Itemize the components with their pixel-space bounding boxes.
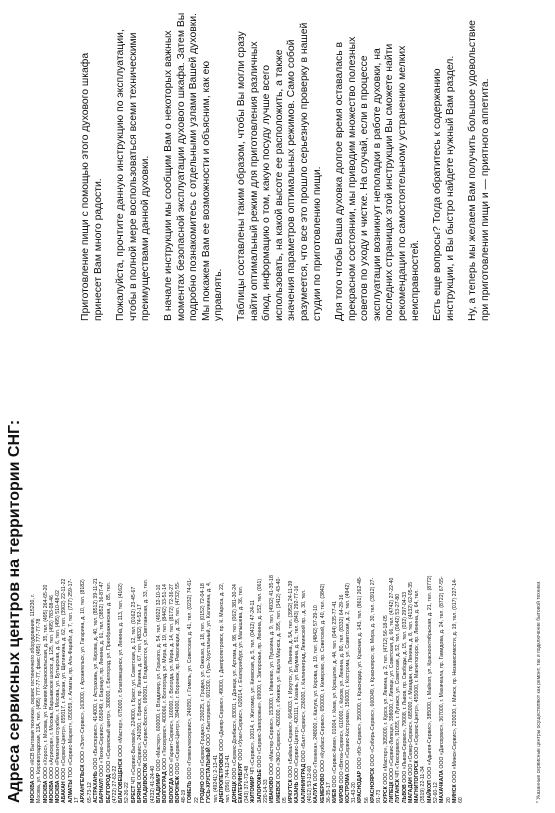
service-center-entry bbox=[219, 575, 232, 803]
service-center-details: ООО «Дагсервис», 367000, г. Махачкала, пр. Гамидова, д. 24, тел. (8722) 67-55-20 bbox=[439, 576, 452, 803]
service-centers-column bbox=[6, 335, 546, 803]
service-center-details: ООО «Ремонтная служба», г. Москва, ул. Бутырская, д. 6, тел. (495) 510-48-02 bbox=[55, 590, 62, 781]
service-center-details: ООО «Гарант-Сервис», 160000, г. Вологда, ул. Мира, д. 14, тел. (8172) 72-36-27 bbox=[168, 584, 175, 778]
service-center-details: ООО «Сибирь-Сервис», 660049, г. Красноярск, пр. Мира, д. 30, тел. (3912) 27-91-73 bbox=[370, 577, 383, 803]
service-center-entry bbox=[118, 575, 131, 803]
service-center-details: ООО «Сервис-Кострома», 156000, г. Кострома, ул. Советская, д. 2, тел. (4942) 31-43-20 bbox=[344, 583, 358, 803]
service-center-entry bbox=[106, 575, 119, 803]
footnote: * Указанные сервисные центры осуществляют как ремонт, так и подключение бытовой техники. bbox=[536, 580, 542, 803]
service-center-city: БЕЛГОРОД bbox=[105, 774, 112, 803]
service-center-city: ЛЬВОВ bbox=[401, 784, 408, 803]
service-center-entry bbox=[257, 575, 270, 803]
service-center-details: ООО «Львов-Сервис», 79008, г. Львов, пр. Свободы, д. 15, тел. (032) 297-04-33 bbox=[401, 591, 408, 785]
service-center-details: ООО «Сервис», 241050, г. Брянск, пр. Ленина, д. 67, тел. (4832) 74-52-17 bbox=[137, 604, 144, 782]
service-center-entry bbox=[345, 575, 358, 803]
service-center-details: ООО «Адыгея-Сервис», 385000, г. Майкоп, ул. Краснооктябрьская, д. 21, тел. (8772) 52-60-12 bbox=[426, 575, 439, 803]
service-center-details: ООО «Мастер», 305000, г. Курск, ул. Ленина, д. 2, тел. (4712) 56-18-05 bbox=[382, 615, 389, 787]
service-center-city: КРАСНОЯРСК bbox=[370, 767, 377, 803]
service-center-details: ООО «Мастер», 600000, г. Владимир, ул. Горького, д. 54, тел. (4922) 32-10-10 bbox=[155, 584, 162, 773]
service-center-entry bbox=[439, 575, 452, 803]
service-center-city: КАЗАНЬ bbox=[294, 781, 301, 803]
service-center-city: ВОЛГОГРАД bbox=[162, 771, 169, 803]
service-center-details: ООО «Сервис-Центр», 455000, г. Магнитогорск, пр. Ленина, д. 64, тел. (3519) 22-11-34 bbox=[414, 589, 427, 803]
service-center-details: ООО «Вятка-Сервис», 610000, г. Киров, ул. Ленина, д. 80, тел. (8332) 64-29-16 bbox=[338, 594, 345, 785]
service-center-entry bbox=[276, 575, 289, 803]
service-center-details: ООО «Элит-Сервис», 163000, г. Архангельск, ул. Гагарина, д. 10, тел. (8182) 65-73-12 bbox=[80, 579, 93, 803]
service-center-details: ООО «Кузбасс-Сервис», 650000, г. Кемерово, пр. Советский, д. 40, тел. (3842) 36-35-17 bbox=[319, 583, 332, 803]
service-center-city: ИЖЕВСК bbox=[275, 780, 282, 803]
service-centers-list bbox=[30, 335, 530, 803]
intro-paragraph: Для того чтобы Ваша духовка долгое время оставалась в прекрасном состоянии, мы приводим множество полезных советов по уходу и чистке. На случай, если в процессе эксплуатации возникнут неполадки в работе духовки, на последних страницах этой инструкции Вы сможете найти рекомендации по самостоятельному устранению мелких неисправностей. bbox=[334, 36, 421, 321]
service-center-city: ГУСЬ-ХРУСТАЛЬНЫЙ bbox=[206, 747, 213, 803]
service-center-city: ЗАПОРОЖЬЕ bbox=[256, 769, 263, 803]
service-center-city: КЕМЕРОВО bbox=[319, 773, 326, 803]
service-center-details: ООО «Байкал-Сервис», 664003, г. Иркутск, ул. Ленина, д. 5А, тел. (3952) 24-11-39 bbox=[288, 580, 295, 780]
service-center-city: МАГАДАН bbox=[407, 777, 414, 803]
service-center-details: ТОО «Сервис-Маркет», 050059, г. Алматы, пр. Аль-Фараби, д. 7, тел. (727) 259-17-17 bbox=[67, 578, 81, 803]
service-center-city: АСТРАХАНЬ bbox=[92, 771, 99, 803]
intro-paragraph: Пожалуйста, прочтите данную инструкцию по эксплуатации, чтобы в полной мере воспользоваться всеми техническими преимуществами данной духовки. bbox=[115, 29, 152, 321]
service-center-details: ЧП «Сервис-Бытовой», 224000, г. Брест, ул. Советская, д. 12, тел. (0162) 23-45-67 bbox=[130, 586, 137, 786]
service-center-entry bbox=[206, 575, 219, 803]
service-center-city: МОСКВА bbox=[55, 780, 62, 803]
service-center-entry bbox=[80, 575, 93, 803]
service-center-city: ВОРОНЕЖ bbox=[174, 776, 181, 803]
service-center-entry bbox=[143, 575, 156, 803]
service-center-details: ООО «КСВ Бытовая техника», сервис гостиничного оборудования, 115230, г. Москва, ул. Кировоградская, 13А, тел. (495) 777-77-77, факс (495) 777-77-78 bbox=[30, 594, 43, 803]
service-center-entry bbox=[370, 575, 383, 803]
service-center-details: ЧП «Сервис», 10014, г. Житомир, ул. Киевская, д. 5, тел. (0412) 47-24-11 bbox=[250, 600, 257, 776]
service-center-details: ООО «Бытсервис», 414000, г. Астрахань, ул. Кирова, д. 40, тел. (8512) 39-11-21 bbox=[92, 578, 99, 772]
service-center-details: ООО «Балт-Сервис», 236000, г. Калининград, Ленинский пр., д. 30, тел. (4012) 53-12-60 bbox=[300, 589, 314, 803]
service-center-details: ООО «Сервис-Центр», 420111, г. Казань, ул. Баумана, д. 51, тел. (843) 292-77-16 bbox=[294, 585, 301, 782]
service-center-city: БРЯНСК bbox=[137, 781, 144, 803]
service-center-details: ООО «Техсервис», 400066, г. Волгоград, ул. Мира, д. 19, тел. (8442) 33-51-14 bbox=[162, 584, 169, 772]
intro-paragraph: В начале инструкции мы сообщим Вам о некоторых важных моментах безопасной эксплуатации духового шкафа. Затем Вы подробно познакомитесь с отдельными узлами Вашей духовки. Мы покажем Вам ее возможности и объясним, как ею управлять. bbox=[162, 12, 225, 321]
service-center-details: ООО «Сервис-Липецк», 398000, г. Липецк, ул. Советская, д. 66, тел. (4742) 27-22-40 bbox=[388, 577, 395, 782]
service-center-city: ВЛАДИВОСТОК bbox=[143, 762, 150, 803]
service-center-details: ООО «Урал-Сервис», 620014, г. Екатеринбург, ул. Малышева, д. 36, тел. (343) 371-72-48 bbox=[237, 585, 251, 803]
service-center-city: АРХАНГЕЛЬСК bbox=[80, 764, 87, 803]
service-center-details: ООО «Сервис-Запорожье», 69000, г. Запорожье, пр. Ленина, д. 152, тел. (061) 220-14-33 bbox=[256, 578, 269, 803]
service-center-city: КАЛУГА bbox=[313, 782, 320, 803]
service-center-entry bbox=[68, 575, 81, 803]
service-center-city: МАХАЧКАЛА bbox=[439, 770, 446, 803]
service-center-city: КИРОВ bbox=[338, 784, 345, 803]
service-center-details: ООО «Сервисный центр», 308000, г. Белгород, ул. Преображенская, д. 85, тел. (4722) 27-63-22 bbox=[105, 581, 118, 803]
service-center-city: БРЕСТ bbox=[130, 785, 137, 803]
service-center-details: ООО «Сервис-Центр», 394000, г. Воронеж, пр. Революции, д. 35, тел. (4732) 55-48-19 bbox=[174, 581, 188, 803]
service-center-entry bbox=[187, 575, 200, 803]
service-center-details: ЧП «Техсервис», 91055, г. Луганск, ул. Советская, д. 52, тел. (0642) 53-27-80 bbox=[395, 593, 402, 780]
service-center-details: ООО «Минск-Сервис», 220030, г. Минск, пр. Независимости, д. 19, тел. (017) 227-14-60 bbox=[451, 578, 465, 803]
intro-paragraph: Есть еще вопросы? Тогда обратитесь к содержанию инструкции, и Вы быстро найдете нужный Вам раздел. bbox=[432, 55, 456, 321]
service-center-entry bbox=[357, 575, 370, 803]
service-center-city: МАЙКОП bbox=[426, 780, 433, 803]
service-center-city: ДОНЕЦК bbox=[231, 781, 238, 803]
service-center-city: МОСКВА bbox=[48, 780, 55, 803]
service-center-city: ГОМЕЛЬ bbox=[187, 780, 194, 803]
service-center-city: БЛАГОВЕЩЕНСК bbox=[118, 758, 125, 803]
service-center-details: ООО «Север-Сервис», 685000, г. Магадан, пр. Ленина, д. 8, тел. (4132) 62-05-35 bbox=[407, 581, 414, 778]
service-centers-title: Адреса сервисных центров на территории СНГ: bbox=[6, 419, 23, 803]
service-center-details: ООО «Сервис-Киев», 01004, г. Киев, ул. Крещатик, д. 44, тел. (044) 235-77-41 bbox=[332, 600, 339, 789]
service-center-details: ООО «Мастер», 675000, г. Благовещенск, ул. Ленина, д. 113, тел. (4162) 52-26-22 bbox=[118, 583, 131, 803]
service-center-entry bbox=[301, 575, 314, 803]
service-center-city: ИВАНОВО bbox=[269, 776, 276, 803]
service-center-city: ЛИПЕЦК bbox=[388, 781, 395, 803]
service-center-city: АЛМАТЫ bbox=[67, 779, 74, 803]
service-center-city: МАГНИТОГОРСК bbox=[414, 760, 421, 803]
service-center-details: ООО «Хорос», г. Москва, ул. Нижняя Красносельская, д. 35, тел. (495) 264-65-20 bbox=[42, 584, 49, 781]
service-center-details: ООО «Днепр-Сервис», 49000, г. Днепропетровск, пр. К. Маркса, д. 22, тел. (056) 744-12-41 bbox=[218, 582, 232, 803]
service-center-details: ООО «Гомельтехсервис», 246050, г. Гомель, ул. Советская, д. 41, тел. (0232) 74-61-22 bbox=[187, 578, 200, 803]
service-center-details: ООО «ЭКО-Сервис», 426000, г. Ижевск, ул. Карла Маркса, д. 395, тел. (3412) 43-40-05 bbox=[275, 576, 288, 803]
service-center-details: ООО «Техно-Сервис», 656049, г. Барнаул, пр. Ленина, д. 61, тел. (3852) 36-87-47 bbox=[99, 581, 106, 779]
service-center-city: КАЛИНИНГРАД bbox=[300, 763, 307, 803]
service-center-city: ГРОДНО bbox=[200, 781, 207, 803]
intro-paragraph: Ну, а теперь мы желаем Вам получить большое удовольствие при приготовлении пищи и — приятного аппетита. bbox=[467, 20, 492, 321]
service-center-details: ООО «Бытсервис», 601500, г. Гусь-Хрустальный, ул. Калинина, д. 4, тел. (49241) 2-13-41 bbox=[206, 581, 219, 803]
service-center-entry bbox=[30, 575, 43, 803]
service-center-city: ВОЛОГДА bbox=[168, 777, 175, 803]
service-center-city: ЕКАТЕРИНБУРГ bbox=[237, 762, 244, 803]
intro-paragraph: Таблицы составлены таким образом, чтобы Вы могли сразу найти оптимальный режим для приготовления различных блюд, информацию о том, какую посуду лучше всего использовать, на какой высоте ее расположить, а также значения параметров оптимальных режимов. Само собой разумеется, что все это прошло серьезную проверку в нашей студии по приготовлению пищи. bbox=[235, 22, 323, 321]
service-center-city: ЛУГАНСК bbox=[395, 779, 402, 803]
service-center-details: ООО «Сервис-Центр», 655017, г. Абакан, ул. Щетинкина, д. 62, тел. (3902) 22-11-22 bbox=[61, 578, 68, 782]
service-center-details: ООО «Агрисерв», г. Москва, Варшавское шоссе, д. 125, тел. (495) 783-08-46 bbox=[48, 595, 55, 781]
service-center-details: ООО «Мастер-Сервис», 153000, г. Иваново, ул. Пушкина, д. 9, тел. (4932) 41-35-18 bbox=[269, 575, 276, 777]
service-center-city: ИРКУТСК bbox=[288, 779, 295, 803]
service-center-entry bbox=[414, 575, 427, 803]
service-center-entry bbox=[238, 575, 251, 803]
service-center-entry bbox=[175, 575, 188, 803]
service-center-city: КОСТРОМА bbox=[344, 773, 351, 803]
intro-paragraph: Приготовление пищи с помощью этого духового шкафа принесет Вам много радости. bbox=[80, 52, 104, 321]
service-center-city: МОСКВА bbox=[42, 780, 49, 803]
service-center-city: АБАКАН bbox=[61, 781, 68, 803]
service-center-city: ДНЕПРОПЕТРОВСК bbox=[218, 752, 225, 803]
service-center-entry bbox=[320, 575, 333, 803]
service-center-details: ООО «Сервис-Донбасс», 83001, г. Донецк, ул. Артема, д. 98, тел. (062) 381-30-24 bbox=[231, 584, 238, 782]
service-center-city: БАРНАУЛ bbox=[99, 778, 106, 803]
service-center-details: ООО «Юг-Сервис», 350000, г. Краснодар, ул. Красная, д. 143, тел. (861) 262-48-56 bbox=[357, 576, 370, 803]
service-center-city: КРАСНОДАР bbox=[357, 770, 364, 803]
service-center-details: ООО «Сервис-Восток», 690091, г. Владивосток, ул. Светланская, д. 33, тел. (4232) 41-24-40 bbox=[143, 578, 156, 803]
intro-text-column bbox=[80, 11, 540, 321]
service-center-entry bbox=[452, 575, 465, 803]
service-center-city: ЖИТОМИР bbox=[250, 775, 257, 803]
service-center-city: МИНСК bbox=[451, 784, 458, 803]
service-center-details: ООО «Техника», 248000, г. Калуга, ул. Кирова, д. 19, тел. (4842) 57-29-10 bbox=[313, 605, 320, 783]
service-center-details: ООО «Сервис-Гродно», 230025, г. Гродно, ул. Ожешко, д. 18, тел. (0152) 72-04-18 bbox=[200, 583, 207, 782]
service-center-city: КИЕВ bbox=[332, 788, 339, 803]
service-center-entry bbox=[427, 575, 440, 803]
service-center-city: КУРСК bbox=[382, 786, 389, 803]
service-center-city: МОСКВА bbox=[30, 780, 36, 803]
service-center-city: ВЛАДИМИР bbox=[155, 772, 162, 803]
